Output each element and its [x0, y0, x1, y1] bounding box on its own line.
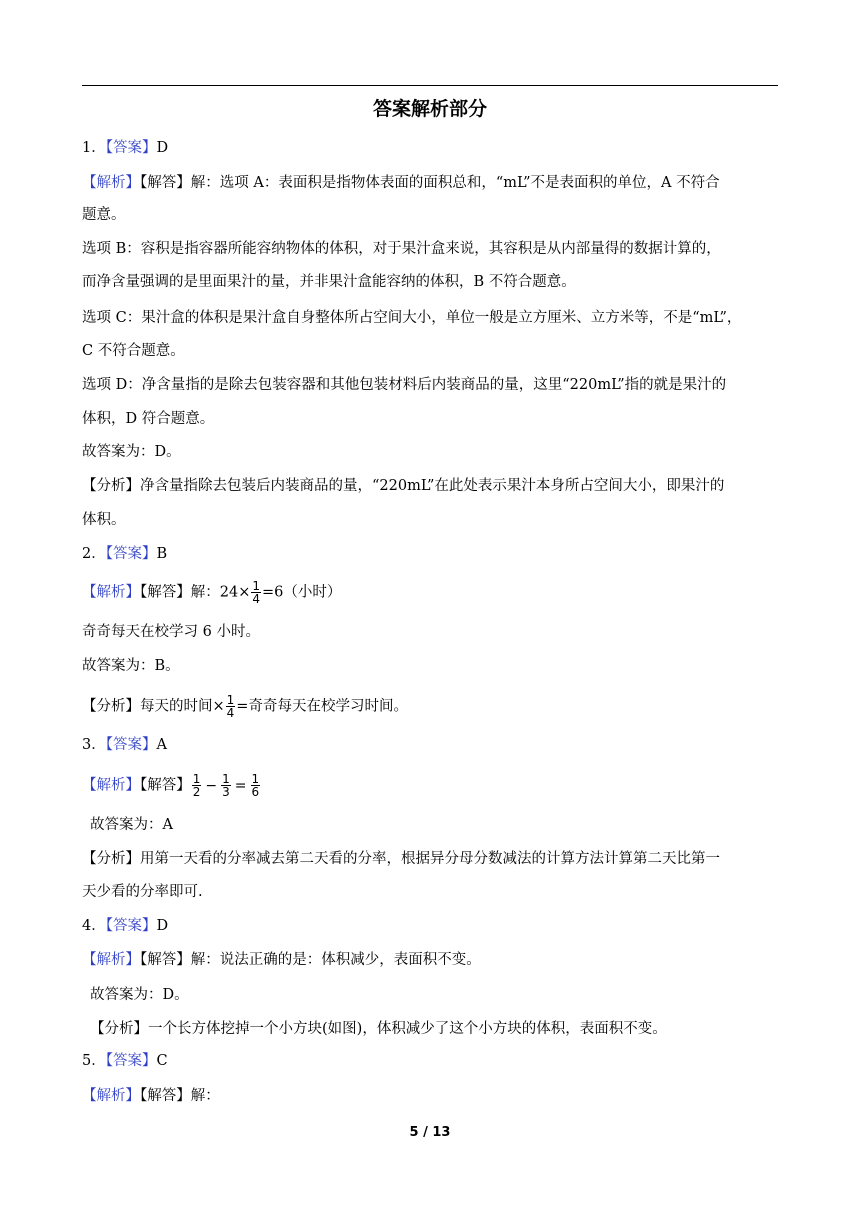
q1-fenxi-line-1	[82, 475, 724, 497]
q3-conclusion: 故答案为：A	[90, 817, 173, 833]
q5-number: 5．	[82, 1053, 106, 1069]
answer-tag: 【答案】	[105, 1053, 157, 1069]
fraction-one-sixth	[251, 773, 261, 798]
fraction-numerator: 1	[222, 772, 230, 786]
page-number: 5 / 13	[409, 1125, 451, 1140]
fenxi-tag: 【分析】	[82, 698, 140, 715]
q4-analysis-text: 解：说法正确的是：体积减少，表面积不变。	[190, 952, 481, 968]
solve-tag: 【解答】	[140, 777, 191, 794]
q5-answer-line	[82, 1050, 168, 1072]
fraction-one-quarter	[251, 580, 261, 605]
fenxi-tag: 【分析】	[82, 478, 140, 494]
solve-tag: 【解答】	[140, 584, 191, 601]
q4-answer-line	[82, 915, 168, 937]
analysis-tag: 【解析】	[82, 1088, 140, 1104]
q1-analysis-line-7: 选项 D：净含量指的是除去包装容器和其他包装材料后内装商品的量，这里“220mL”指的就是果汁的	[82, 377, 727, 393]
q1-analysis-line-2: 题意。	[82, 207, 126, 223]
q5-analysis-text: 解：	[190, 1088, 220, 1104]
fraction-one-quarter	[226, 694, 236, 719]
analysis-tag: 【解析】	[82, 584, 140, 601]
page-title: 答案解析部分	[372, 98, 487, 120]
q5-analysis-line	[82, 1085, 220, 1107]
minus-sign: −	[205, 777, 218, 794]
answer-tag: 【答案】	[105, 546, 157, 562]
solve-tag: 【解答】	[140, 952, 191, 968]
q3-fenxi-text-1: 用第一天看的分率减去第二天看的分率，根据异分母分数减法的计算方法计算第二天比第一	[140, 851, 720, 867]
answer-tag: 【答案】	[105, 140, 157, 156]
q2-fenxi-post: =奇奇每天在校学习时间。	[236, 698, 408, 715]
analysis-tag: 【解析】	[82, 777, 140, 794]
q4-fenxi-text: 一个长方体挖掉一个小方块(如图)，体积减少了这个小方块的体积，表面积不变。	[148, 1021, 667, 1037]
fraction-denominator: 4	[226, 706, 235, 720]
q1-fenxi-line-2: 体积。	[82, 512, 126, 528]
answer-tag: 【答案】	[105, 918, 157, 934]
fraction-numerator: 1	[251, 772, 260, 786]
q2-answer: B	[156, 546, 168, 562]
q1-analysis-line-4: 而净含量强调的是里面果汁的量，并非果汁盒能容纳的体积，B 不符合题意。	[82, 274, 576, 290]
fraction-denominator: 2	[192, 785, 201, 799]
fraction-numerator: 1	[226, 693, 235, 707]
equals-sign: =	[234, 777, 247, 794]
q1-analysis-line-8: 体积，D 符合题意。	[82, 411, 215, 427]
q3-answer: A	[156, 737, 167, 753]
q1-answer-line	[82, 137, 168, 159]
q4-analysis-line	[82, 949, 481, 971]
q2-number: 2．	[82, 546, 106, 562]
fraction-numerator: 1	[252, 579, 260, 593]
q4-fenxi-line	[90, 1018, 667, 1040]
fraction-one-third	[221, 773, 231, 798]
q4-conclusion: 故答案为：D。	[90, 987, 189, 1003]
q1-analysis-line-1	[82, 172, 720, 194]
q1-analysis-line-3: 选项 B：容积是指容器所能容纳物体的体积，对于果汁盒来说，其容积是从内部量得的数据计算的，	[82, 241, 721, 257]
solve-tag: 【解答】	[140, 1088, 191, 1104]
q2-answer-line	[82, 543, 167, 565]
q3-analysis-line	[82, 773, 261, 798]
fenxi-tag: 【分析】	[82, 851, 140, 867]
q1-number: 1．	[82, 140, 106, 156]
fraction-denominator: 4	[252, 592, 260, 606]
fraction-denominator: 6	[251, 785, 260, 799]
q2-calc-pre: 解：24×	[190, 584, 251, 601]
fenxi-tag: 【分析】	[90, 1021, 148, 1037]
q1-fenxi-text-1: 净含量指除去包装后内装商品的量，“220mL”在此处表示果汁本身所占空间大小，即果汁的	[140, 478, 725, 494]
q1-analysis-text-1: 解：选项 A：表面积是指物体表面的面积总和，“mL”不是表面积的单位，A 不符合	[190, 175, 720, 191]
q5-answer: C	[156, 1053, 168, 1069]
q3-fenxi-line-2: 天少看的分率即可.	[82, 884, 203, 900]
q2-conclusion: 故答案为：B。	[82, 658, 180, 674]
q2-line-2: 奇奇每天在校学习 6 小时。	[82, 624, 260, 640]
analysis-tag: 【解析】	[82, 175, 140, 191]
answer-tag: 【答案】	[105, 737, 157, 753]
q1-answer: D	[156, 140, 169, 156]
solve-tag: 【解答】	[140, 175, 191, 191]
q2-analysis-line-1	[82, 580, 341, 605]
q1-analysis-line-6: C 不符合题意。	[82, 343, 185, 359]
q3-fenxi-line-1	[82, 848, 720, 870]
fraction-denominator: 3	[222, 785, 230, 799]
fraction-one-half	[192, 773, 202, 798]
q4-answer: D	[156, 918, 169, 934]
q2-calc-post: =6（小时）	[262, 584, 342, 601]
q4-number: 4．	[82, 918, 106, 934]
q1-analysis-line-5: 选项 C：果汁盒的体积是果汁盒自身整体所占空间大小，单位一般是立方厘米、立方米等，不是“mL”，	[82, 310, 742, 326]
q1-conclusion: 故答案为：D。	[82, 444, 181, 460]
analysis-tag: 【解析】	[82, 952, 140, 968]
q3-answer-line	[82, 734, 167, 756]
q2-fenxi-pre: 每天的时间×	[140, 698, 225, 715]
q3-number: 3．	[82, 737, 106, 753]
fraction-numerator: 1	[192, 772, 201, 786]
q2-fenxi-line	[82, 694, 408, 719]
top-rule	[82, 85, 778, 86]
